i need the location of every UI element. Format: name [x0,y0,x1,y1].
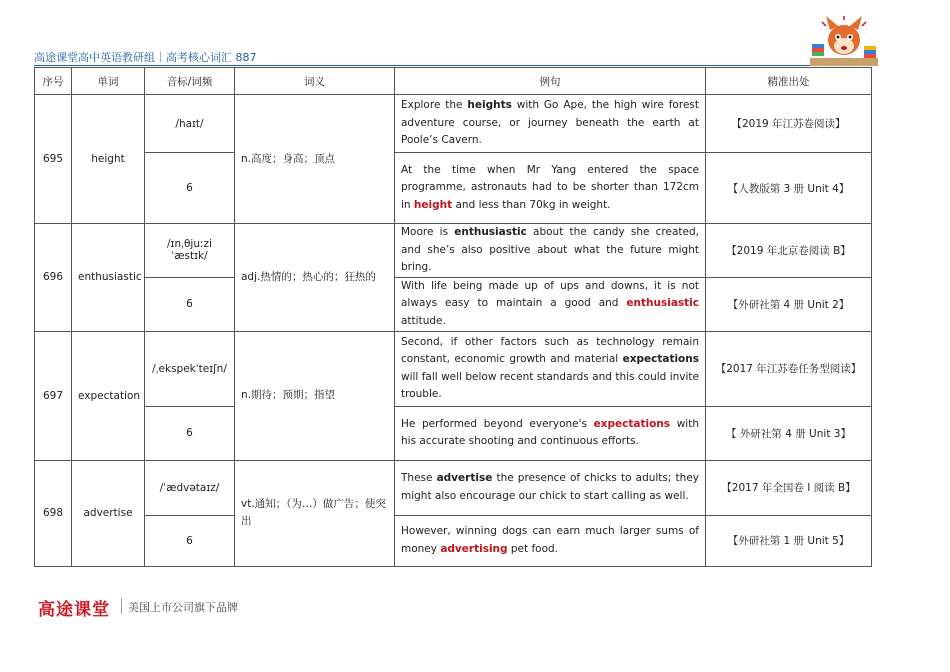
example-keyword: advertise [436,472,493,484]
table-row [35,153,872,224]
example-sentence: With life being made up of ups and downs, it is not always easy to maintain a good and enthusiastic attitude. [395,277,706,331]
example-keyword: heights [467,99,512,112]
table-row [35,460,872,515]
entry-frequency: 6 [145,153,235,224]
vocab-table [34,67,872,567]
example-keyword: enthusiastic [626,297,699,310]
example-source: 【人教版第 3 册 Unit 4】 [706,153,872,224]
mascot-illustration [808,14,880,68]
brand-logo: 高途课堂 [38,600,110,620]
example-sentence: At the time when Mr Yang entered the space programme, astronauts had to be shorter than 172cm in height and less than 70kg in weight. [395,153,706,224]
example-sentence: He performed beyond everyone's expectations with his accurate shooting and continuous efforts. [395,406,706,460]
example-source: 【2017 年江苏卷任务型阅读】 [706,331,872,406]
table-row [35,224,872,278]
col-header-meaning: 词义 [235,68,395,95]
example-source: 【2019 年北京卷阅读 B】 [706,224,872,278]
example-source: 【外研社第 4 册 Unit 2】 [706,277,872,331]
entry-word: height [72,95,145,224]
table-row [35,515,872,566]
entry-frequency: 6 [145,406,235,460]
entry-number: 697 [35,331,72,460]
table-header-row [35,68,872,95]
entry-word: expectation [72,331,145,460]
example-sentence: However, winning dogs can earn much larger sums of money advertising pet food. [395,515,706,566]
entry-number: 696 [35,224,72,332]
entry-meaning: n.期待；预期；指望 [235,331,395,460]
example-source: 【外研社第 1 册 Unit 5】 [706,515,872,566]
header-title: 高途课堂高中英语教研组｜高考核心词汇 887 [34,51,257,64]
table-row [35,331,872,406]
entry-number: 695 [35,95,72,224]
col-header-phonetic: 音标/词频 [145,68,235,95]
entry-phonetic: /ɪnˌθjuːziˈæstɪk/ [145,224,235,278]
entry-phonetic: /ˌekspekˈteɪʃn/ [145,331,235,406]
example-keyword: expectations [593,417,671,430]
col-header-word: 单词 [72,68,145,95]
brand-tagline: 美国上市公司旗下品牌 [128,601,238,614]
table-row [35,95,872,153]
table-row [35,277,872,331]
entry-number: 698 [35,460,72,566]
col-header-source: 精准出处 [706,68,872,95]
example-keyword: height [413,198,453,211]
col-header-no: 序号 [35,68,72,95]
entry-word: advertise [72,460,145,566]
example-keyword: advertising [440,542,508,555]
table-row [35,406,872,460]
example-keyword: expectations [622,353,699,365]
entry-meaning: n.高度；身高；顶点 [235,95,395,224]
footer-divider [121,598,122,614]
entry-frequency: 6 [145,277,235,331]
entry-frequency: 6 [145,515,235,566]
entry-phonetic: /haɪt/ [145,95,235,153]
entry-meaning: adj.热情的；热心的；狂热的 [235,224,395,332]
example-sentence: These advertise the presence of chicks to adults; they might also encourage our chick to start calling as well. [395,460,706,515]
example-source: 【 外研社第 4 册 Unit 3】 [706,406,872,460]
header-rule [34,65,870,66]
example-source: 【2019 年江苏卷阅读】 [706,95,872,153]
example-sentence: Moore is enthusiastic about the candy she created, and she’s also positive about what the future might bring. [395,224,706,278]
example-source: 【2017 年全国卷 I 阅读 B】 [706,460,872,515]
example-keyword: enthusiastic [454,226,527,238]
example-sentence: Explore the heights with Go Ape, the high wire forest adventure course, or journey beneath the earth at Poole’s Cavern. [395,95,706,153]
entry-meaning: vt.通知；（为…）做广告；使突出 [235,460,395,566]
col-header-example: 例句 [395,68,706,95]
entry-phonetic: /ˈædvətaɪz/ [145,460,235,515]
entry-word: enthusiastic [72,224,145,332]
example-sentence: Second, if other factors such as technology remain constant, economic growth and material expectations will fall well below recent standards and this could invite trouble. [395,331,706,406]
